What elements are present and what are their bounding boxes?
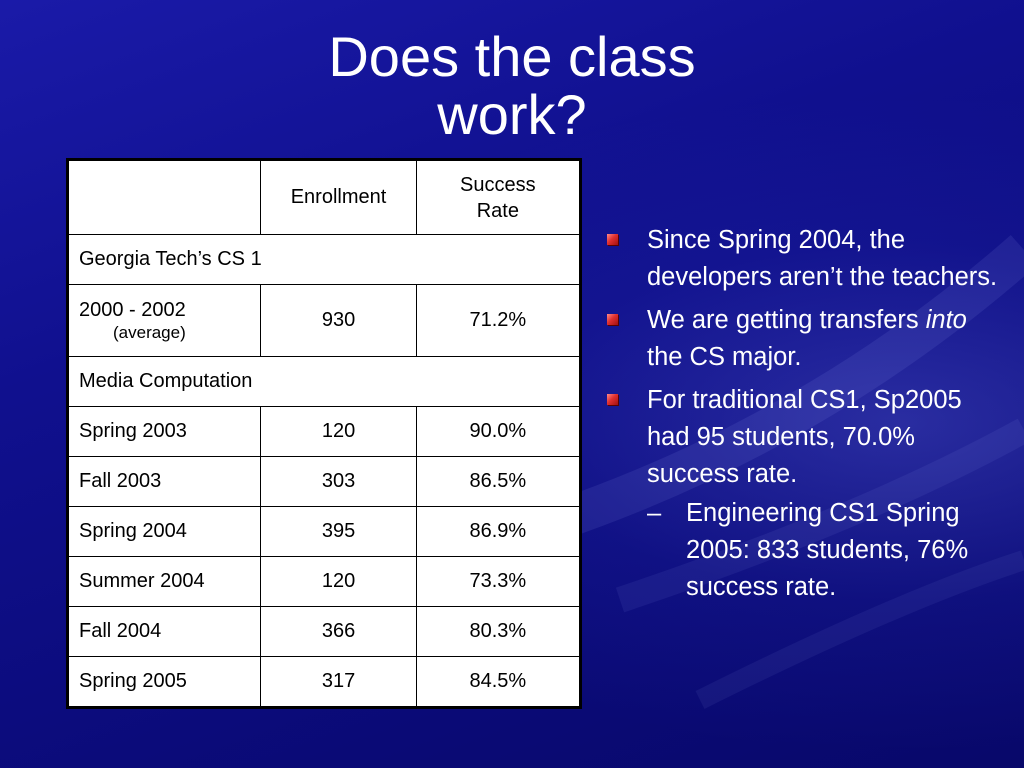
enrollment-cell: 303 [261, 457, 416, 507]
term-cell: Spring 2005 [69, 657, 261, 707]
results-table [68, 160, 580, 707]
group-label-georgia-tech: Georgia Tech’s CS 1 [69, 235, 580, 285]
enrollment-cell: 120 [261, 407, 416, 457]
average-term-label: 2000 - 2002 [79, 298, 186, 321]
group-row-media-computation [69, 357, 580, 407]
group-row-georgia-tech [69, 235, 580, 285]
sub-bullet-text: Engineering CS1 Spring 2005: 833 students, 76% success rate. [686, 499, 969, 601]
average-term-cell [69, 285, 261, 357]
table-header-row [69, 161, 580, 235]
rate-cell: 80.3% [416, 607, 579, 657]
bullet-text-pre: We are getting transfers [647, 306, 926, 334]
rate-cell: 86.9% [416, 507, 579, 557]
table-row [69, 507, 580, 557]
bullet-item [604, 302, 1004, 376]
header-cell-enrollment: Enrollment [261, 161, 416, 235]
bullet-text-post: the CS major. [647, 343, 802, 371]
average-term-sublabel: (average) [113, 322, 186, 342]
average-rate-cell: 71.2% [416, 285, 579, 357]
table-row-average [69, 285, 580, 357]
header-cell-success-rate: Success Rate [416, 161, 579, 235]
square-bullet-icon [607, 234, 618, 245]
bullet-text: For traditional CS1, Sp2005 had 95 students, 70.0% success rate. [647, 386, 962, 488]
table-row [69, 557, 580, 607]
term-cell: Fall 2004 [69, 607, 261, 657]
square-bullet-icon [607, 314, 618, 325]
bullet-text: Since Spring 2004, the developers aren’t the teachers. [647, 226, 998, 291]
term-cell: Spring 2003 [69, 407, 261, 457]
dash-marker: – [647, 499, 662, 527]
term-cell: Summer 2004 [69, 557, 261, 607]
term-cell: Fall 2003 [69, 457, 261, 507]
group-label-media-computation: Media Computation [69, 357, 580, 407]
rate-cell: 73.3% [416, 557, 579, 607]
average-enrollment-cell: 930 [261, 285, 416, 357]
term-cell: Spring 2004 [69, 507, 261, 557]
table-row [69, 657, 580, 707]
table-row [69, 607, 580, 657]
bullet-item [604, 382, 1004, 606]
table-row [69, 457, 580, 507]
slide-title: Does the class work? [328, 25, 696, 146]
bullet-item [604, 222, 1004, 296]
enrollment-cell: 120 [261, 557, 416, 607]
bullet-list [604, 222, 1004, 612]
rate-cell: 86.5% [416, 457, 579, 507]
bullet-text-emphasis: into [925, 306, 967, 334]
enrollment-cell: 317 [261, 657, 416, 707]
enrollment-cell: 366 [261, 607, 416, 657]
square-bullet-icon [607, 394, 618, 405]
table-row [69, 407, 580, 457]
rate-cell: 84.5% [416, 657, 579, 707]
header-cell-empty [69, 161, 261, 235]
rate-cell: 90.0% [416, 407, 579, 457]
enrollment-cell: 395 [261, 507, 416, 557]
sub-bullet-item [604, 495, 1004, 606]
